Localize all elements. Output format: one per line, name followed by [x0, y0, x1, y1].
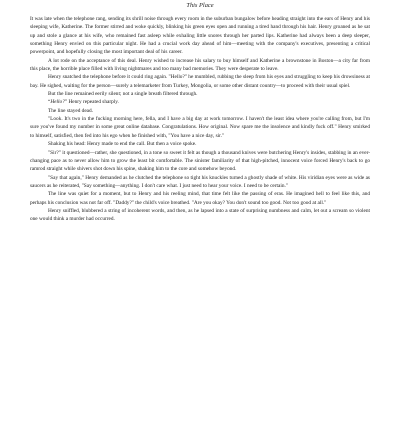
paragraph: But the line remained eerily silent; not a single breath filtered through.	[48, 91, 198, 98]
paragraph: Shaking his head: Henry made to end the call. But then a voice spoke.	[48, 141, 197, 148]
paragraph: It was late when the telephone rang, sending its shrill noise through every room in the suburban bungalow before heading straight into the ears of Henry and his sleeping wife, Katherine. The former stirred and woke quickly, blinking his green eyes open and running a tired hand through his hair. Henry groaned as he sat up and stole a glance at his wife, who remained fast asleep while exhaling little snores through her parted lips. Katherine had always been a deep sleeper, something Henry envied on this particular night. He had a crucial work day ahead of him—meeting with the company's executives, presenting a critical powerpoint, and hopefully closing the most important deal of his career.	[30, 16, 370, 56]
paragraph: Henry sniffled, blubbered a string of incoherent words, and then, as he lapsed into a state of surprising numbness and calm, let out a scream so violent one would think a murder had occurred.	[30, 207, 370, 223]
paragraph: "Say that again," Henry demanded as he clutched the telephone so tight his knuckles turned a ghostly shade of white. His viridian eyes were as wide as saucers as he reiterated, "Say something—anything. I don't care what. I just need to hear your voice. I need to be certain."	[30, 174, 370, 189]
quote-open: “	[48, 99, 51, 106]
paragraph: "Sir?" it questioned—rather, she questioned, in a tone so sweet it felt as though a thousand knives were butchering Henry's insides, stabbing in an ever-changing pace as to never allow him to grow the least bit comfortable. The sinister familiarity of that high-pitched, innocent voice forced Henry's back to go ramrod straight while shivers shot down his spine, shaking him to the core and somehow beyond.	[30, 149, 370, 173]
paragraph-italic	[30, 98, 370, 106]
paragraph: A lot rode on the acceptance of this deal. Henry wished to increase his salary to buy himself and Katherine a brownstone in Boston—a city far from this place, the horrible place filled with living nightmares and too many bad memories. They were desperate to leave.	[30, 57, 370, 73]
paragraph: The line stayed dead.	[48, 107, 94, 114]
italic-dialogue: Hello?	[50, 99, 65, 106]
paragraph: "Look. It's two in the fucking morning here, fella, and I have a big day at work tomorrow. I haven't the least idea where you're calling from, but I'm sure you've found my number in some great online database. Congratulations. How original. Now spare me the insolence and kindly fuck off." Henry smirked to himself, satisfied, then fed into his ego when he finished with, "You have a nice day, sir."	[30, 116, 370, 139]
paragraph: The line was quiet for a moment, but to Henry and his reeling mind, that time felt like the passing of eras. He imagined hell to feel like this, and perhaps his conclusion was not far off. "Daddy?" the child's voice breathed. "Are you okay? You don't sound too good. Not too good at all."	[30, 191, 370, 206]
story-body	[30, 15, 370, 224]
quote-close: ”	[64, 99, 68, 106]
running-title: This Place	[186, 2, 214, 9]
paragraph: Henry snatched the telephone before it could ring again. "Hello?" he mumbled, rubbing the sleep from his eyes and struggling to keep his drowsiness at bay. He sighed, waiting for the person—surely a telemarketer from Turkey, Mongolia, or some other distant country—to proceed with their usual spiel.	[30, 74, 370, 89]
paragraph-tail: Henry repeated sharply.	[67, 99, 119, 106]
